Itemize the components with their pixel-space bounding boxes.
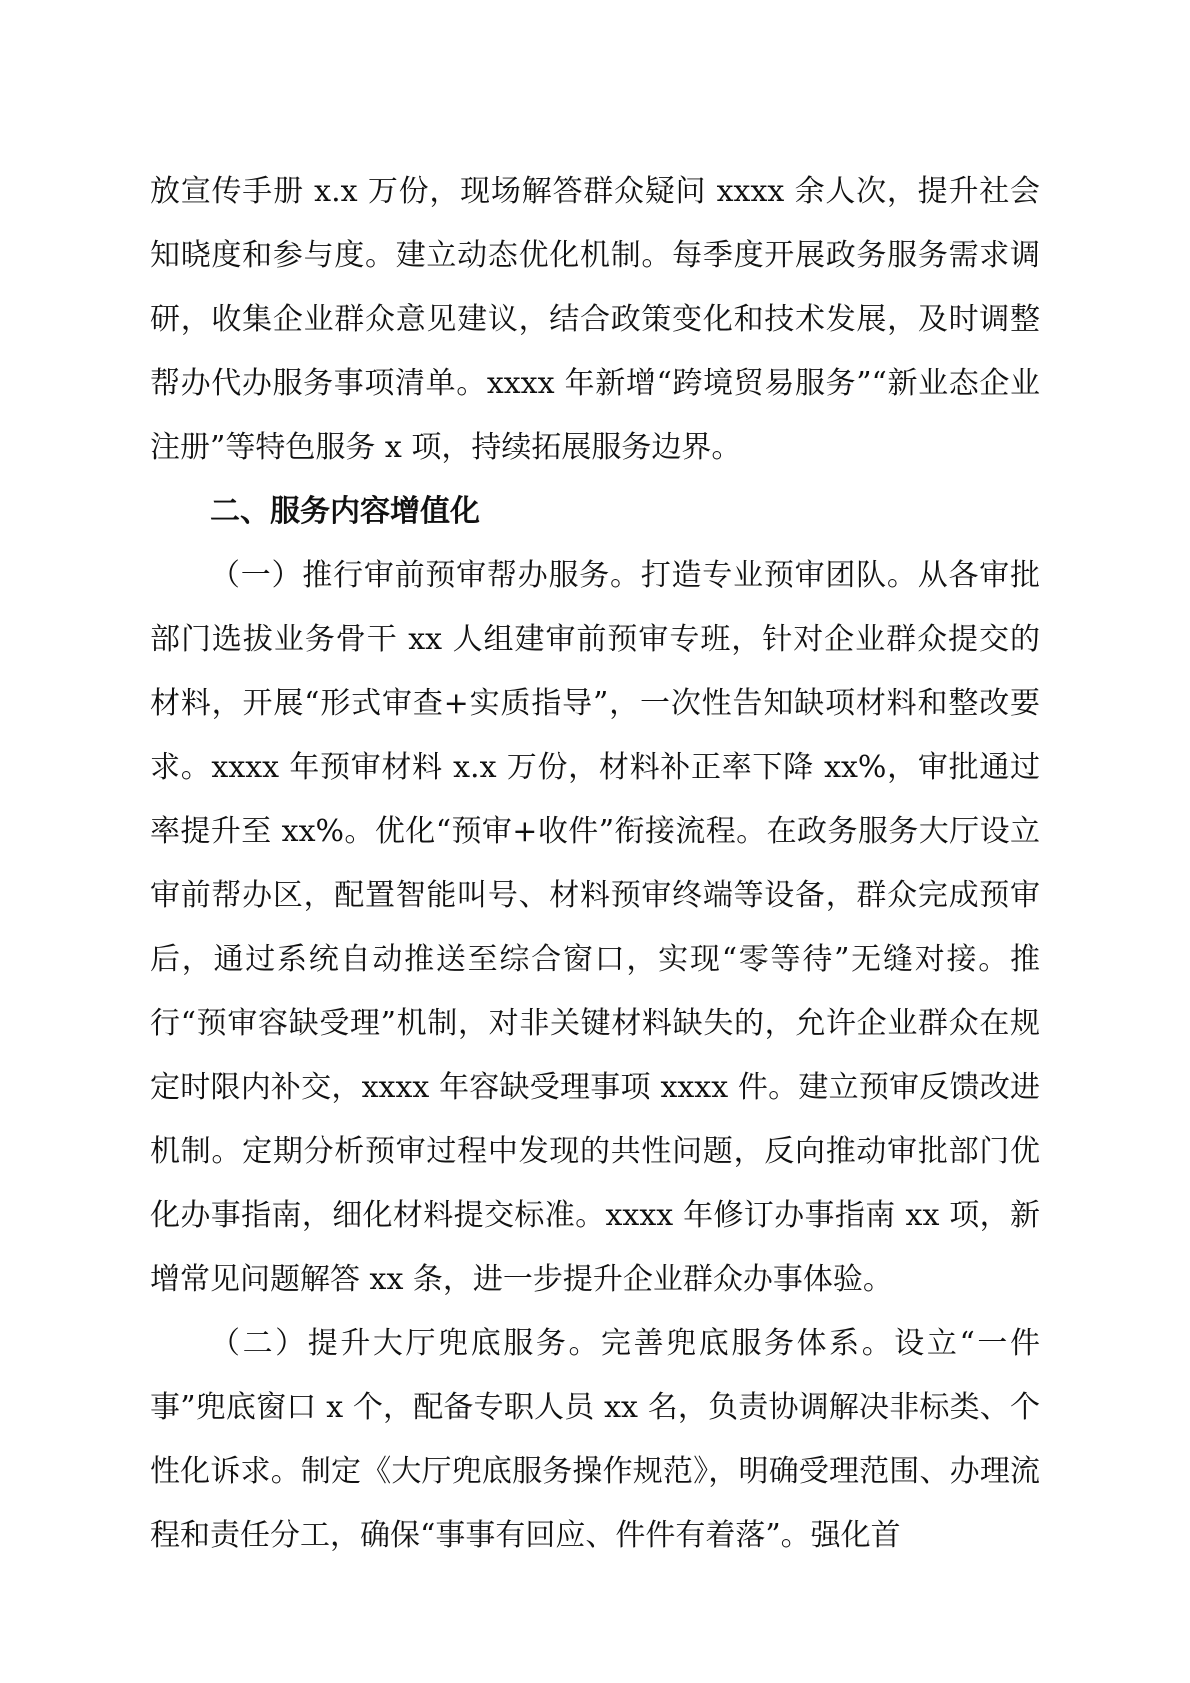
paragraph-2: （一）推行审前预审帮办服务。打造专业预审团队。从各审批部门选拔业务骨干 xx 人组建审前预审专班，针对企业群众提交的材料，开展“形式审查+实质指导”，一次性告知缺项材料和整改要求。xxxx 年预审材料 x.x 万份，材料补正率下降 xx%，审批通过率提升至 xx%。优化“预审+收件”衔接流程。在政务服务大厅设立审前帮办区，配置智能叫号、材料预审终端等设备，群众完成预审后，通过系统自动推送至综合窗口，实现“零等待”无缝对接。推行“预审容缺受理”机制，对非关键材料缺失的，允许企业群众在规定时限内补交，xxxx 年容缺受理事项 xxxx 件。建立预审反馈改进机制。定期分析预审过程中发现的共性问题，反向推动审批部门优化办事指南，细化材料提交标准。xxxx 年修订办事指南 xx 项，新增常见问题解答 xx 条，进一步提升企业群众办事体验。 bbox=[150, 558, 1040, 1297]
document-body bbox=[150, 160, 1040, 1568]
paragraph-1: 放宣传手册 x.x 万份，现场解答群众疑问 xxxx 余人次，提升社会知晓度和参与度。建立动态优化机制。每季度开展政务服务需求调研，收集企业群众意见建议，结合政策变化和技术发展，及时调整帮办代办服务事项清单。xxxx 年新增“跨境贸易服务”“新业态企业注册”等特色服务 x 项，持续拓展服务边界。 bbox=[150, 174, 1040, 465]
section-heading: 二、服务内容增值化 bbox=[210, 494, 480, 529]
paragraph-3: （二）提升大厅兜底服务。完善兜底服务体系。设立“一件事”兜底窗口 x 个，配备专职人员 xx 名，负责协调解决非标类、个性化诉求。制定《大厅兜底服务操作规范》，明确受理范围、办理流程和责任分工，确保“事事有回应、件件有着落”。强化首 bbox=[150, 1326, 1040, 1553]
